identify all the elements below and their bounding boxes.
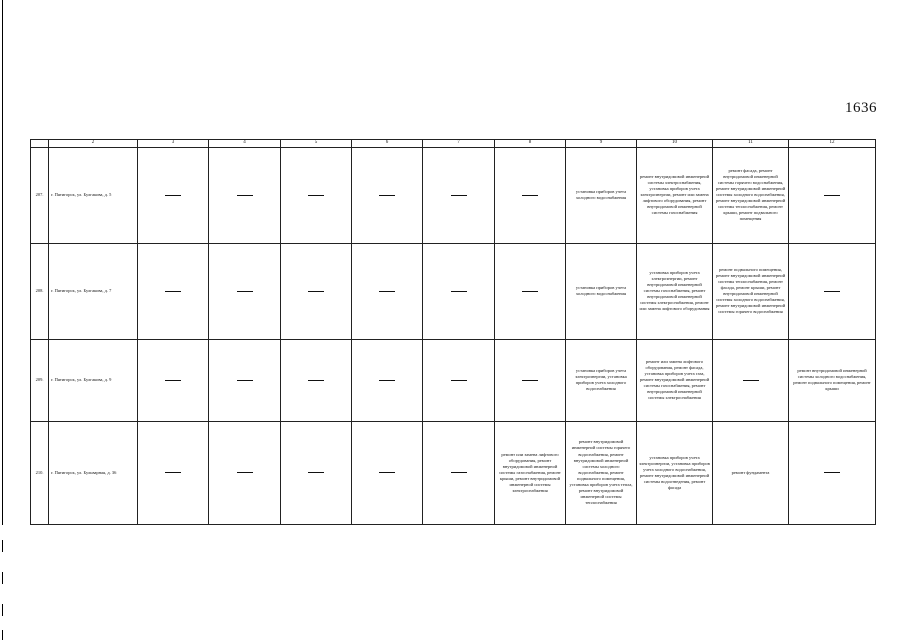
empty-cell: [423, 339, 495, 421]
work-cell: ремонт подвального помещения, ремонт внутридомовой инженерной системы теплоснабжения, ремонт фасада, ремонт крыши, ремонт внутридомовой инженерной системы холодного водоснабжения, ремонт внутридомовой инженерной системы горячего водоснабжения: [713, 243, 789, 339]
dash-mark: [379, 380, 395, 381]
dash-mark: [237, 195, 253, 196]
empty-cell: [138, 147, 209, 243]
empty-cell: [281, 243, 352, 339]
work-cell: ремонт фундамента: [713, 421, 789, 524]
work-cell: ремонт фасада, ремонт внутридомовой инженерной системы горячего водоснабжения, ремонт внутридомовой инженерной системы холодного водоснабжения, ремонт внутридомовой инженерной системы теплоснабжения, ремонт крыши, ремонт подвального помещения: [713, 147, 789, 243]
empty-cell: [495, 147, 566, 243]
dash-mark: [165, 291, 181, 292]
dash-mark: [165, 472, 181, 473]
empty-cell: [789, 243, 876, 339]
column-header: [31, 140, 49, 148]
column-header: 11: [713, 140, 789, 148]
dash-mark: [308, 291, 324, 292]
table-row: [31, 147, 876, 243]
dash-mark: [237, 380, 253, 381]
empty-cell: [138, 243, 209, 339]
row-number: 210.: [31, 421, 49, 524]
dash-mark: [451, 472, 467, 473]
work-cell: установка приборов учета электроэнергии, ремонт внутридомовой инженерной системы газоснабжения, ремонт внутридомовой инженерной системы электроснабжения, ремонт или замена лифтового оборудования: [637, 243, 713, 339]
column-header: 7: [423, 140, 495, 148]
empty-cell: [423, 421, 495, 524]
dash-mark: [379, 472, 395, 473]
empty-cell: [209, 243, 281, 339]
left-page-border: [2, 0, 3, 525]
work-cell: ремонт внутридомовой инженерной системы электроснабжения, установка приборов учета электроэнергии, ремонт или замена лифтового оборудования, ремонт внутридомовой инженерной системы газоснабжения: [637, 147, 713, 243]
column-header: 2: [49, 140, 138, 148]
empty-cell: [352, 339, 423, 421]
empty-cell: [789, 421, 876, 524]
column-header: 6: [352, 140, 423, 148]
column-header: 4: [209, 140, 281, 148]
repair-schedule-table: [30, 139, 876, 525]
empty-cell: [789, 147, 876, 243]
dash-mark: [451, 195, 467, 196]
empty-cell: [423, 243, 495, 339]
empty-cell: [352, 147, 423, 243]
empty-cell: [209, 147, 281, 243]
scan-mark: [2, 540, 3, 552]
dash-mark: [451, 291, 467, 292]
dash-mark: [522, 380, 538, 381]
table-row: [31, 421, 876, 524]
page-number: 1636: [845, 100, 877, 116]
work-cell: установка приборов учета электроэнергии, установка приборов учета холодного водоснабжения: [566, 339, 637, 421]
row-address: г. Пятигорск, ул. Булгакова, д. 9: [49, 339, 138, 421]
row-number: 208.: [31, 243, 49, 339]
dash-mark: [237, 472, 253, 473]
row-address: г. Пятигорск, ул. Бульварная, д. 36: [49, 421, 138, 524]
dash-mark: [308, 472, 324, 473]
dash-mark: [824, 291, 840, 292]
column-number-row: [31, 140, 876, 148]
scan-mark: [2, 604, 3, 616]
dash-mark: [237, 291, 253, 292]
empty-cell: [495, 243, 566, 339]
empty-cell: [495, 339, 566, 421]
scan-mark: [2, 572, 3, 584]
dash-mark: [522, 291, 538, 292]
row-number: 209.: [31, 339, 49, 421]
column-header: 10: [637, 140, 713, 148]
table-row: [31, 339, 876, 421]
column-header: 3: [138, 140, 209, 148]
empty-cell: [209, 339, 281, 421]
dash-mark: [308, 380, 324, 381]
column-header: 9: [566, 140, 637, 148]
column-header: 12: [789, 140, 876, 148]
row-address: г. Пятигорск, ул. Булгакова, д. 5: [49, 147, 138, 243]
work-cell: ремонт или замена лифтового оборудования, ремонт внутридомовой инженерной системы газоснабжения, ремонт крыши, ремонт внутридомовой инженерной системы электроснабжения: [495, 421, 566, 524]
dash-mark: [308, 195, 324, 196]
empty-cell: [138, 339, 209, 421]
column-header: 8: [495, 140, 566, 148]
empty-cell: [281, 147, 352, 243]
work-cell: установка приборов учета холодного водоснабжения: [566, 243, 637, 339]
dash-mark: [379, 195, 395, 196]
empty-cell: [138, 421, 209, 524]
dash-mark: [824, 195, 840, 196]
dash-mark: [165, 195, 181, 196]
work-cell: установка приборов учета холодного водоснабжения: [566, 147, 637, 243]
empty-cell: [281, 421, 352, 524]
work-cell: ремонт внутридомовой инженерной системы горячего водоснабжения, ремонт внутридомовой инженерной системы холодного водоснабжения, ремонт подвального помещения, установка приборов учета тепла, ремонт внутридомовой инженерной системы теплоснабжения: [566, 421, 637, 524]
work-cell: ремонт внутридомовой инженерной системы холодного водоснабжения, ремонт подвального помещения, ремонт крыши: [789, 339, 876, 421]
dash-mark: [522, 195, 538, 196]
dash-mark: [165, 380, 181, 381]
empty-cell: [209, 421, 281, 524]
empty-cell: [713, 339, 789, 421]
table-row: [31, 243, 876, 339]
scan-mark: [2, 630, 3, 640]
dash-mark: [451, 380, 467, 381]
empty-cell: [281, 339, 352, 421]
column-header: 5: [281, 140, 352, 148]
row-address: г. Пятигорск, ул. Булгакова, д. 7: [49, 243, 138, 339]
dash-mark: [743, 380, 759, 381]
empty-cell: [352, 243, 423, 339]
row-number: 207.: [31, 147, 49, 243]
empty-cell: [423, 147, 495, 243]
dash-mark: [824, 472, 840, 473]
dash-mark: [379, 291, 395, 292]
work-cell: ремонт или замена лифтового оборудования, ремонт фасада, установка приборов учета газа, ремонт внутридомовой инженерной системы газоснабжения, ремонт внутридомовой инженерной системы электроснабжения: [637, 339, 713, 421]
work-cell: установка приборов учета электроэнергии, установка приборов учета холодного водоснабжения, ремонт внутридомовой инженерной системы водоотведения, ремонт фасада: [637, 421, 713, 524]
empty-cell: [352, 421, 423, 524]
